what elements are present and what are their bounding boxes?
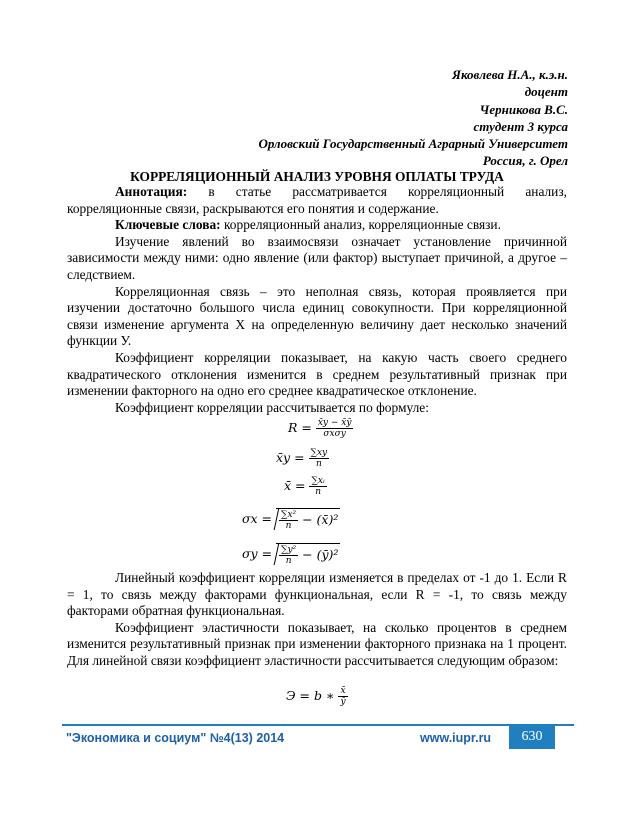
affiliation: Орловский Государственный Аграрный Университет — [258, 136, 568, 152]
author-position-2: студент 3 курса — [473, 118, 568, 134]
formula-r — [288, 418, 353, 439]
formula-sx-numerator: ∑x² — [281, 510, 297, 520]
footer-divider — [62, 724, 574, 726]
annotation-paragraph — [67, 184, 567, 217]
paragraph-6: Коэффициент эластичности показывает, на сколько процентов в среднем изменится результативный признак при изменении факторного признака на 1 процент. Для линейной связи коэффициент эластичности рассчитывается следующим образом: — [67, 619, 567, 668]
formula-sigma-y — [242, 543, 340, 566]
paragraph-4: Коэффициент корреляции рассчитывается по формуле: — [115, 399, 429, 415]
paragraph-5: Линейный коэффициент корреляции изменяется в пределах от -1 до 1. Если R = 1, то связь между факторами функциональная, если R = -1, то связь между факторами обратная функциональная. — [67, 570, 567, 619]
formula-xy-fraction — [309, 448, 330, 469]
formula-r-fraction — [316, 418, 354, 439]
formula-x-lhs: x̄ = — [284, 478, 306, 493]
location: Россия, г. Орел — [482, 153, 568, 169]
formula-r-lhs: R = — [288, 420, 312, 435]
formula-xy-numerator: ∑xy — [310, 448, 328, 458]
body-text-top — [67, 184, 567, 416]
formula-sx-denominator: n — [285, 521, 292, 531]
formula-sx-root — [276, 508, 340, 531]
formula-x-fraction — [309, 476, 326, 497]
formula-sigma-x — [242, 508, 340, 531]
page-number: 630 — [509, 724, 555, 749]
formula-x-numerator: ∑xᵢ — [311, 476, 325, 486]
formula-xy-lhs: x̄y = — [276, 450, 305, 465]
formula-sy-numerator: ∑y² — [281, 545, 297, 555]
formula-e-numerator: x̄ — [338, 686, 347, 697]
formula-e-lhs: Э = b ∗ — [286, 688, 335, 703]
formula-sy-lhs: σy = — [242, 546, 273, 561]
formula-sx-tail: − (x̄)² — [302, 512, 339, 527]
formula-sy-tail: − (ȳ)² — [302, 547, 339, 562]
journal-website-link[interactable]: www.iupr.ru — [420, 731, 492, 745]
formula-x-denominator: n — [315, 487, 322, 497]
journal-name: "Экономика и социум" №4(13) 2014 — [66, 731, 285, 745]
formula-e-fraction — [338, 686, 347, 707]
formula-sx-lhs: σx = — [242, 511, 273, 526]
formula-r-numerator: x̄y − x̄ȳ — [317, 418, 352, 428]
paper-title: КОРРЕЛЯЦИОННЫЙ АНАЛИЗ УРОВНЯ ОПЛАТЫ ТРУДА — [130, 169, 504, 184]
formula-sy-root — [276, 543, 340, 566]
annotation-label: Аннотация: — [115, 184, 188, 199]
author-block — [259, 66, 568, 170]
formula-x-mean — [284, 476, 327, 497]
keywords-paragraph — [67, 217, 567, 234]
author-name-1: Яковлева Н.А., к.э.н. — [451, 67, 568, 82]
author-position-1: доцент — [524, 84, 568, 100]
annotation-text: в статье рассматривается корреляционный анализ, корреляционные связи, раскрываются его понятия и содержание. — [67, 184, 567, 216]
body-text-bottom — [67, 570, 567, 670]
keywords-text: корреляционный анализ, корреляционные связи. — [220, 217, 501, 233]
formula-r-denominator: σxσy — [323, 429, 346, 439]
formula-xy-denominator: n — [315, 459, 322, 469]
paragraph-3: Коэффициент корреляции показывает, на какую часть своего среднего квадратического отклонения изменится в среднем результативный признак при изменении факторного на одно его среднее квадратическое отклонение. — [67, 349, 567, 399]
formula-elasticity — [286, 686, 348, 707]
formula-sy-denominator: n — [285, 556, 292, 566]
formula-xy — [276, 448, 329, 469]
formula-sx-fraction — [279, 510, 298, 531]
paragraph-2: Корреляционная связь – это неполная связь, которая проявляется при изучении достаточно большого числа единиц совокупности. При корреляционной связи изменение аргумента X на определенную величину дает несколько значений функции У. — [67, 283, 567, 349]
formula-sy-fraction — [279, 545, 298, 566]
keywords-label: Ключевые слова: — [115, 217, 221, 233]
paragraph-1: Изучение явлений во взаимосвязи означает установление причинной зависимости между ними: одно явление (или фактор) выступает причиной, а другое – следствием. — [67, 233, 567, 282]
author-name-2: Черникова В.С. — [479, 101, 568, 117]
formula-e-denominator: ȳ — [340, 697, 346, 707]
